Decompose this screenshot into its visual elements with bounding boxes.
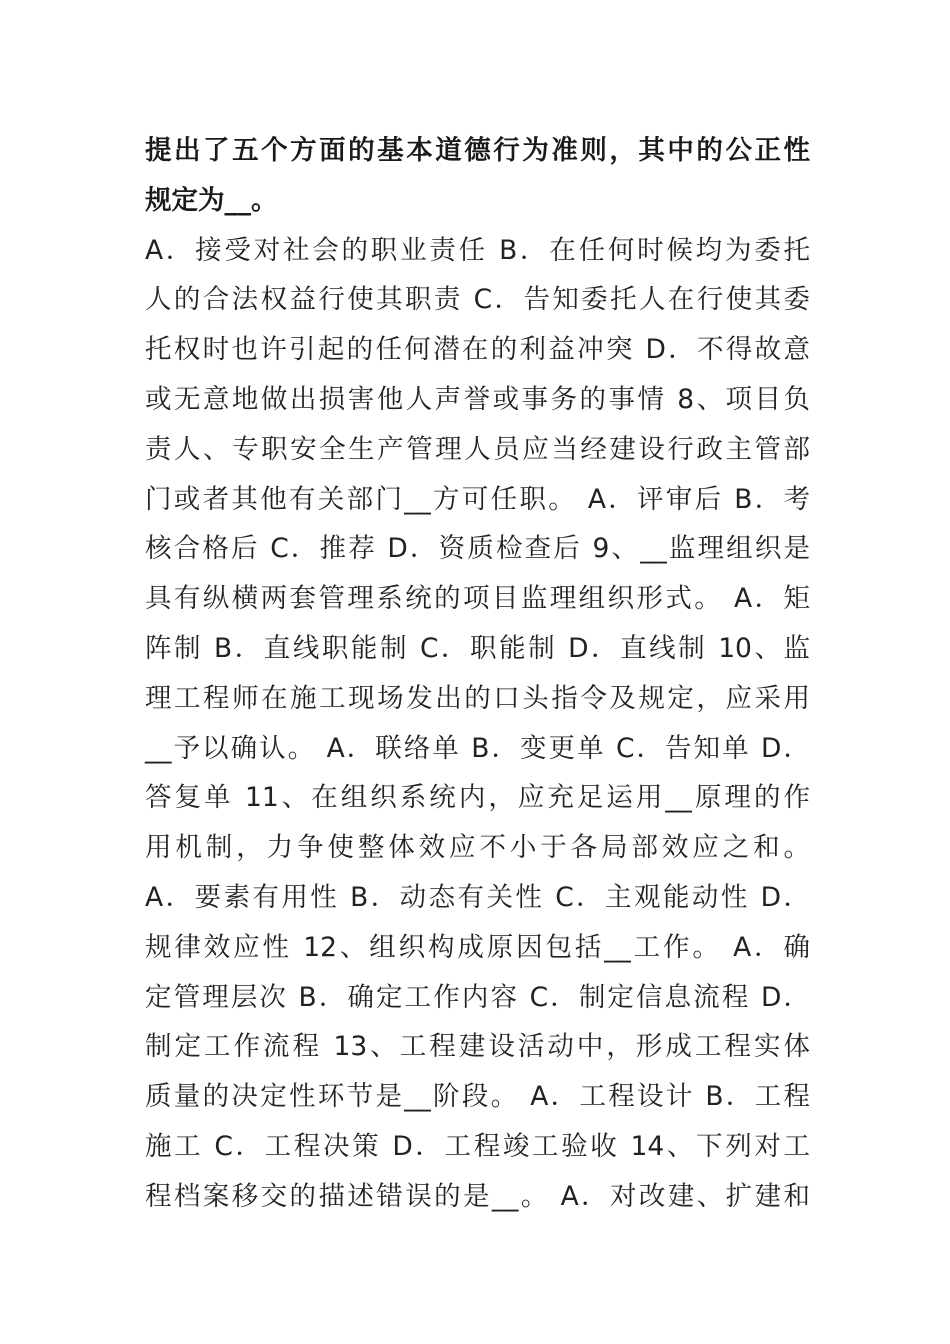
text-line-5: 托权时也许引起的任何潜在的利益冲突 D．不得故意: [145, 334, 810, 366]
text-line-3: A．接受对社会的职业责任 B．在任何时候均为委托: [145, 234, 810, 266]
text-line-18: 定管理层次 B．确定工作内容 C．制定信息流程 D．: [145, 981, 810, 1013]
text-line-19: 制定工作流程 13、工程建设活动中，形成工程实体: [145, 1031, 810, 1063]
text-line-17: 规律效应性 12、组织构成原因包括__工作。 A．确: [145, 931, 810, 963]
text-line-11: 阵制 B．直线职能制 C．职能制 D．直线制 10、监: [145, 632, 810, 664]
text-line-8: 门或者其他有关部门__方可任职。 A．评审后 B．考: [145, 483, 810, 515]
text-line-13: __予以确认。 A．联络单 B．变更单 C．告知单 D．: [145, 732, 810, 764]
text-line-21: 施工 C．工程决策 D．工程竣工验收 14、下列对工: [145, 1130, 810, 1162]
text-line-9: 核合格后 C．推荐 D．资质检查后 9、__监理组织是: [145, 533, 810, 565]
question-stem-line-1: 提出了五个方面的基本道德行为准则，其中的公正性: [145, 135, 810, 166]
text-line-16: A．要素有用性 B．动态有关性 C．主观能动性 D．: [145, 881, 810, 913]
text-line-7: 责人、专职安全生产管理人员应当经建设行政主管部: [145, 433, 810, 465]
text-line-15: 用机制，力争使整体效应不小于各局部效应之和。: [145, 832, 810, 864]
question-stem-line-2: 规定为__。: [145, 184, 278, 216]
text-line-22: 程档案移交的描述错误的是__。 A．对改建、扩建和: [145, 1180, 810, 1212]
text-line-6: 或无意地做出损害他人声誉或事务的事情 8、项目负: [145, 383, 810, 415]
text-line-14: 答复单 11、在组织系统内，应充足运用__原理的作: [145, 782, 810, 814]
text-line-12: 理工程师在施工现场发出的口头指令及规定，应采用: [145, 682, 810, 714]
text-line-10: 具有纵横两套管理系统的项目监理组织形式。 A．矩: [145, 583, 810, 615]
text-line-4: 人的合法权益行使其职责 C．告知委托人在行使其委: [145, 284, 810, 316]
document-body: [145, 126, 810, 1222]
text-line-20: 质量的决定性环节是__阶段。 A．工程设计 B．工程: [145, 1081, 810, 1113]
